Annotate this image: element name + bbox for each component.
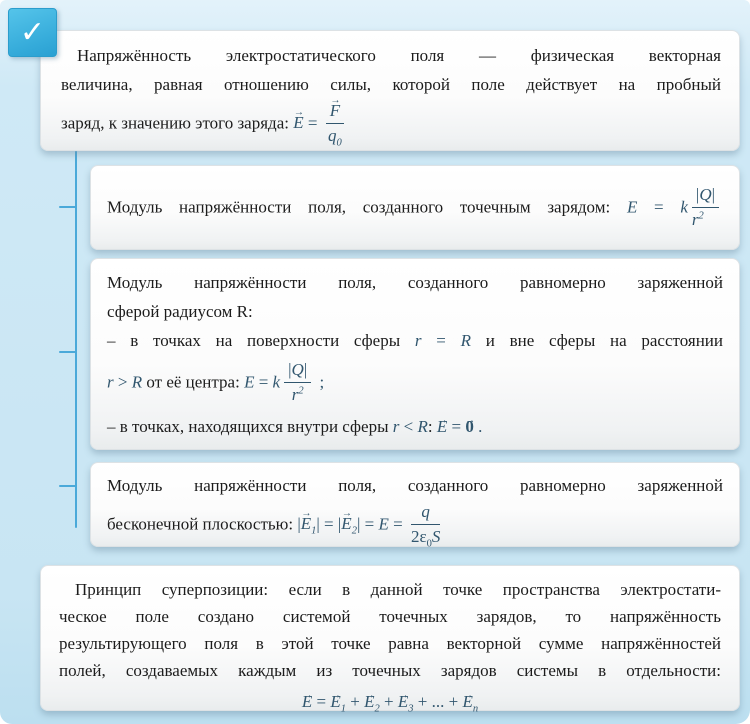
superposition-formula-line: E → = $E \to_1 + E \to_2 + E \to_3$ + ... + $E \to_n$ bbox=[59, 688, 721, 715]
connector-tick-plane bbox=[59, 485, 76, 487]
superposition-line-3: результирующего поля в этой точке равна векторной сумме напряжённостей bbox=[59, 634, 721, 653]
superposition-line-4: полей, создаваемых каждым из точечных зарядов системы в отдельности: bbox=[59, 661, 721, 680]
connector-tick-point-charge bbox=[59, 206, 76, 208]
sphere-line-1: Модуль напряжённости поля, созданного равномерно заряженной bbox=[107, 273, 723, 292]
plane-line-1: Модуль напряжённости поля, созданного равномерно заряженной bbox=[107, 476, 723, 495]
sphere-formula-line: r > R от её центра: E = k $\frac{|Q|}{r^2}$ ; bbox=[107, 360, 325, 404]
superposition-card bbox=[40, 565, 740, 715]
checkmark-badge bbox=[8, 8, 57, 57]
definition-line-1: Напряжённость электростатического поля — физическая векторная bbox=[77, 46, 721, 65]
definition-card bbox=[40, 30, 740, 151]
sphere-card bbox=[90, 258, 740, 450]
sphere-line-3: – в точках на поверхности сферы r = R и вне сферы на расстоянии bbox=[107, 331, 723, 350]
definition-line-2: величина, равная отношению силы, которой поле действует на пробный bbox=[61, 75, 721, 94]
check-icon: ✓ bbox=[19, 15, 46, 50]
connector-tick-sphere bbox=[59, 351, 76, 353]
point-charge-card bbox=[90, 165, 740, 250]
sphere-line-2: сферой радиусом R: bbox=[107, 302, 253, 321]
plane-formula-line: бесконечной плоскостью: $|E \to_1| = |E \to_2| = E$ = $\frac{q}{2\varepsilon_0S}$ bbox=[107, 503, 723, 548]
sphere-line-5: – в точках, находящихся внутри сферы r < R: E → = 0 → . bbox=[107, 412, 723, 441]
superposition-line-1: Принцип суперпозиции: если в данной точке пространства электростати- bbox=[75, 580, 721, 599]
definition-formula-line: заряд, к значению этого заряда: E → = $\frac{F \to}{q_0}$ bbox=[61, 102, 721, 147]
plane-card bbox=[90, 462, 740, 547]
superposition-line-2: ческое поле создано системой точечных зарядов, то напряжённость bbox=[59, 607, 721, 626]
point-charge-formula-line: Модуль напряжённости поля, созданного точечным зарядом: E = k $\frac{|Q|}{r^2}$ bbox=[107, 186, 723, 231]
